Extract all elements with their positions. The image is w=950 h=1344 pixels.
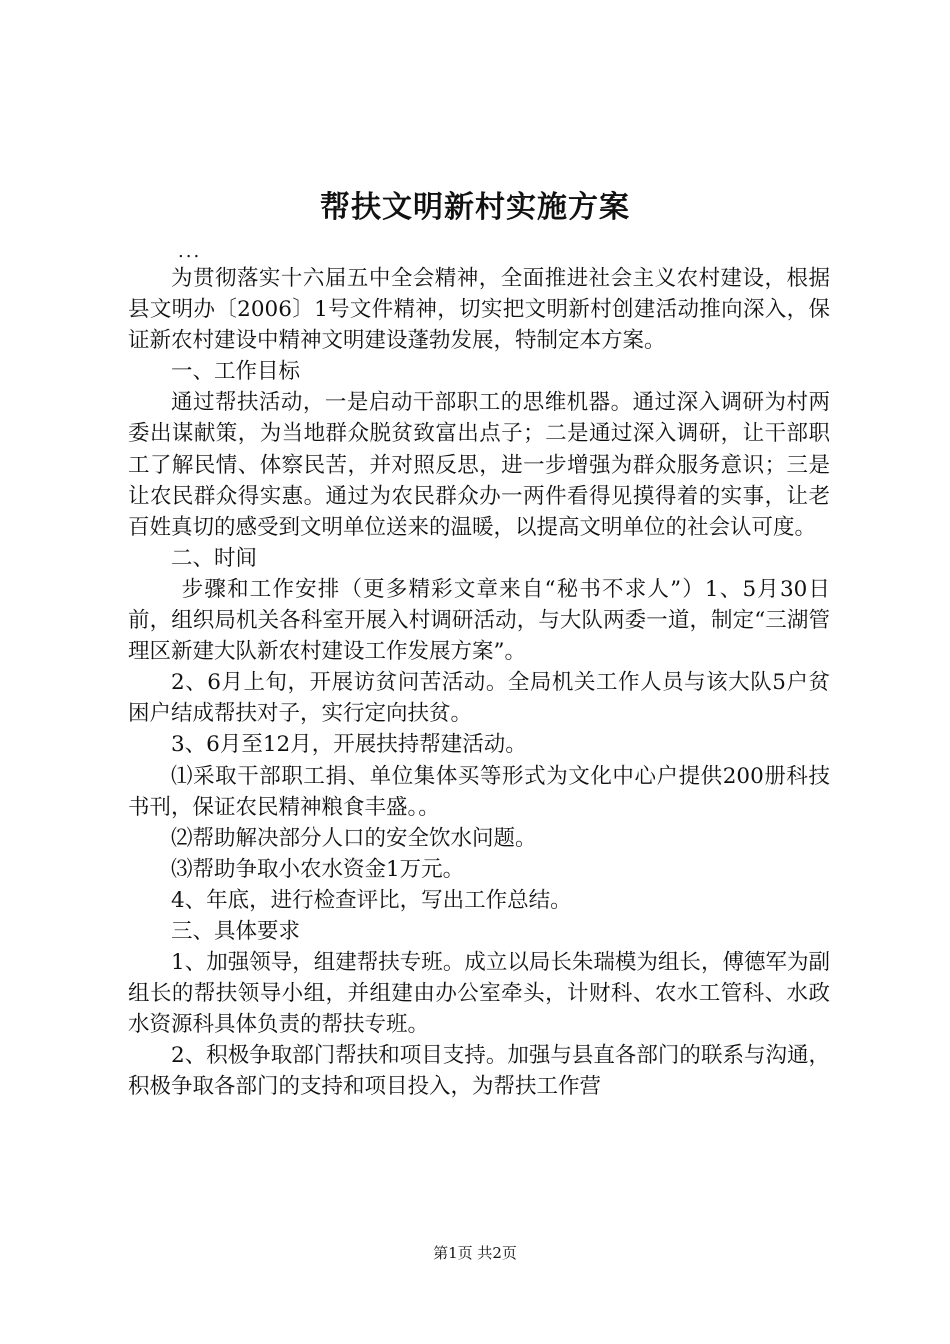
paragraph-step-4: 4、年底，进行检查评比，写出工作总结。 [171, 887, 572, 913]
paragraph-item-1: ⑴采取干部职工捐、单位集体买等形式为文化中心户提供200册科技书刊，保证农民精神粮食丰盛。。 [128, 763, 830, 820]
paragraph-item-3: ⑶帮助争取小农水资金1万元。 [171, 856, 465, 882]
paragraph-requirement-1: 1、加强领导，组建帮扶专班。成立以局长朱瑞模为组长，傅德军为副组长的帮扶领导小组，并组建由办公室牵头，计财科、农水工管科、水政水资源科具体负责的帮扶专班。 [128, 950, 830, 1038]
paragraph-step-1: 步骤和工作安排（更多精彩文章来自“秘书不求人”）1、5月30日前，组织局机关各科室开展入村调研活动，与大队两委一道，制定“三湖管理区新建大队新农村建设工作发展方案”。 [128, 576, 830, 665]
paragraph-goals: 通过帮扶活动，一是启动干部职工的思维机器。通过深入调研为村两委出谋献策，为当地群众脱贫致富出点子；二是通过深入调研，让干部职工了解民情、体察民苦，并对照反思，进一步增强为群众服务意识；三是让农民群众得实惠。通过为农民群众办一两件看得见摸得着的实事，让老百姓真切的感受到文明单位送来的温暖，以提高文明单位的社会认可度。 [128, 390, 830, 540]
section-heading-time: 二、时间 [171, 545, 258, 571]
section-heading-requirements: 三、具体要求 [171, 918, 301, 944]
ellipsis-marker: ... [178, 241, 202, 262]
paragraph-requirement-2: 2、积极争取部门帮扶和项目支持。加强与县直各部门的联系与沟通，积极争取各部门的支持和项目投入，为帮扶工作营 [128, 1043, 830, 1100]
section-heading-goals: 一、工作目标 [171, 359, 301, 385]
document-body [128, 263, 830, 1103]
paragraph-step-2: 2、6月上旬，开展访贫问苦活动。全局机关工作人员与该大队5户贫困户结成帮扶对子，实行定向扶贫。 [128, 670, 830, 727]
paragraph-step-3: 3、6月至12月，开展扶持帮建活动。 [171, 732, 527, 758]
paragraph-item-2: ⑵帮助解决部分人口的安全饮水问题。 [171, 825, 537, 851]
document-title: 帮扶文明新村实施方案 [320, 190, 630, 225]
page-indicator: 第1页 共2页 [433, 1244, 517, 1262]
paragraph-intro: 为贯彻落实十六届五中全会精神，全面推进社会主义农村建设，根据县文明办〔2006〕1号文件精神，切实把文明新村创建活动推向深入，保证新农村建设中精神文明建设蓬勃发展，特制定本方案。 [128, 266, 830, 354]
